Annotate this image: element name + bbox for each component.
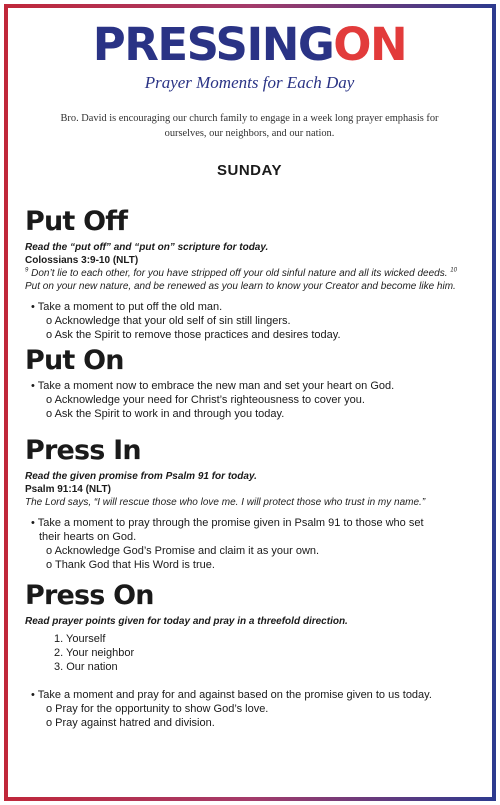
scripture-colossians: [25, 267, 474, 293]
page-border: [4, 4, 496, 801]
sub-item: o Ask the Spirit to work in and through you today.: [46, 408, 285, 420]
list-item: 2. Your neighbor: [54, 647, 135, 659]
instruction-put-off: Read the “put off” and “put on” scripture for today.: [25, 242, 269, 253]
scripture-psalm: The Lord says, “I will rescue those who love me. I will protect those who trust in my name.”: [25, 497, 426, 508]
instruction-press-on: Read prayer points given for today and pray in a threefold direction.: [25, 616, 348, 627]
sub-item: o Acknowledge your need for Christ’s righteousness to cover you.: [46, 394, 365, 406]
title-on: ON: [333, 18, 407, 71]
bullet-press-in: • Take a moment to pray through the promise given in Psalm 91 to those who set their hearts on God.: [31, 517, 424, 543]
sub-item: o Pray for the opportunity to show God’s love.: [46, 703, 269, 715]
intro-text: Bro. David is encouraging our church family to engage in a week long prayer emphasis for ourselves, our neighbors, and our nation.: [60, 113, 439, 139]
section-press-in: [25, 435, 474, 572]
page-content: [8, 8, 492, 797]
list-item: 1. Yourself: [54, 633, 106, 645]
section-title-press-on: Press On: [25, 580, 154, 611]
title-pressing: PRESSING: [92, 18, 334, 71]
instruction-press-in: Read the given promise from Psalm 91 for today.: [25, 471, 257, 482]
page-title: [25, 20, 474, 70]
section-title-put-off: Put Off: [25, 206, 128, 237]
verse-9-text: Don’t lie to each other, for you have stripped off your old sinful nature and all its wicked deeds.: [28, 268, 451, 279]
page-subtitle: Prayer Moments for Each Day: [144, 73, 355, 92]
sub-item: o Ask the Spirit to remove those practices and desires today.: [46, 329, 341, 341]
section-press-on: [25, 580, 474, 730]
verse-number-9: 9: [25, 267, 29, 274]
sub-item: o Pray against hatred and division.: [46, 717, 215, 729]
bullet-put-on: • Take a moment now to embrace the new man and set your heart on God.: [31, 380, 395, 392]
list-item: 3. Our nation: [54, 661, 118, 673]
section-title-press-in: Press In: [25, 435, 141, 466]
section-put-off: [25, 206, 474, 342]
bullet-press-on: • Take a moment and pray for and against based on the promise given to us today.: [31, 689, 432, 701]
scripture-reference-colossians: Colossians 3:9-10 (NLT): [25, 255, 139, 266]
verse-10-text: Put on your new nature, and be renewed as you learn to know your Creator and become like him.: [25, 281, 456, 292]
sub-item: o Thank God that His Word is true.: [46, 559, 215, 571]
sub-item: o Acknowledge God’s Promise and claim it as your own.: [46, 545, 320, 557]
sub-item: o Acknowledge that your old self of sin still lingers.: [46, 315, 291, 327]
scripture-reference-psalm: Psalm 91:14 (NLT): [25, 484, 111, 495]
verse-number-10: 10: [450, 267, 457, 274]
day-heading: SUNDAY: [217, 162, 282, 179]
bullet-put-off: • Take a moment to put off the old man.: [31, 301, 223, 313]
section-put-on: [25, 345, 474, 421]
section-title-put-on: Put On: [25, 345, 124, 376]
